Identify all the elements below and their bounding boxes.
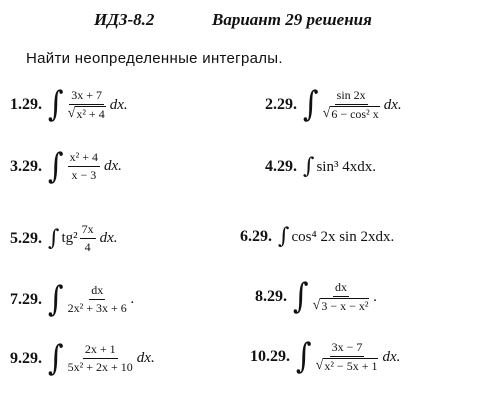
fraction bbox=[68, 88, 106, 122]
numerator: 2x + 1 bbox=[83, 342, 118, 359]
integrand: sin³ 4xdx. bbox=[316, 158, 376, 175]
integrand: cos⁴ 2x sin 2xdx. bbox=[291, 228, 395, 245]
problem-3 bbox=[10, 145, 122, 187]
problem-5 bbox=[10, 222, 118, 255]
differential: dx. bbox=[104, 158, 122, 174]
problem-4 bbox=[265, 156, 376, 178]
doc-title: ИДЗ-8.2 bbox=[94, 10, 155, 29]
fraction bbox=[68, 150, 100, 183]
problem-number: 4.29. bbox=[265, 158, 297, 175]
integral-sign: ∫ bbox=[48, 225, 60, 251]
numerator: dx bbox=[333, 280, 349, 297]
instruction-text: Найти неопределенные интегралы. bbox=[26, 50, 283, 67]
problem-6 bbox=[240, 226, 394, 248]
problem-number: 5.29. bbox=[10, 229, 42, 247]
numerator: sin 2x bbox=[335, 88, 368, 105]
denominator: √ x² + 4 bbox=[67, 106, 105, 121]
problem-number: 8.29. bbox=[255, 288, 287, 305]
problem-8 bbox=[255, 276, 378, 317]
problem-number: 6.29. bbox=[240, 228, 272, 245]
fraction bbox=[323, 88, 380, 122]
period: . bbox=[373, 288, 378, 305]
problem-1 bbox=[10, 84, 128, 125]
integral-sign: ∫ bbox=[296, 336, 312, 377]
fraction bbox=[316, 340, 379, 374]
problem-number: 2.29. bbox=[265, 96, 297, 113]
integral-sign: ∫ bbox=[48, 84, 64, 125]
denominator: 4 bbox=[84, 240, 91, 254]
differential: dx. bbox=[382, 348, 401, 365]
differential: dx. bbox=[99, 230, 118, 246]
denominator: √ x² − 5x + 1 bbox=[315, 358, 378, 373]
problem-number: 10.29. bbox=[250, 348, 290, 365]
fraction bbox=[68, 283, 127, 316]
differential: dx. bbox=[109, 96, 128, 113]
problem-10 bbox=[250, 336, 401, 377]
denominator: 5x² + 2x + 10 bbox=[67, 360, 133, 374]
fraction bbox=[313, 280, 370, 314]
denominator: x − 3 bbox=[71, 168, 97, 182]
denominator: √ 3 − x − x² bbox=[312, 298, 369, 313]
problem-number: 3.29. bbox=[10, 157, 42, 175]
differential: dx. bbox=[136, 350, 155, 366]
numerator: 3x − 7 bbox=[330, 340, 365, 357]
problem-number: 7.29. bbox=[10, 290, 42, 308]
fraction bbox=[68, 342, 133, 375]
problem-9 bbox=[10, 337, 155, 379]
numerator: 7x bbox=[80, 222, 96, 239]
fraction bbox=[80, 222, 96, 255]
numerator: 3x + 7 bbox=[69, 88, 104, 105]
differential: dx. bbox=[383, 96, 402, 113]
denominator: √ 6 − cos² x bbox=[322, 106, 379, 121]
problem-number: 1.29. bbox=[10, 96, 42, 113]
integral-sign: ∫ bbox=[278, 224, 290, 249]
integral-sign: ∫ bbox=[48, 278, 64, 320]
integral-sign: ∫ bbox=[303, 154, 315, 179]
integral-sign: ∫ bbox=[303, 84, 319, 125]
period: . bbox=[130, 291, 135, 307]
problem-7 bbox=[10, 278, 135, 320]
problem-number: 9.29. bbox=[10, 349, 42, 367]
header bbox=[0, 10, 477, 36]
integral-sign: ∫ bbox=[293, 276, 309, 317]
numerator: dx bbox=[89, 283, 105, 300]
tg-function: tg² bbox=[61, 230, 78, 246]
integral-sign: ∫ bbox=[48, 145, 64, 187]
numerator: x² + 4 bbox=[68, 150, 100, 167]
integral-sign: ∫ bbox=[48, 337, 64, 379]
denominator: 2x² + 3x + 6 bbox=[67, 301, 127, 315]
problem-2 bbox=[265, 84, 402, 125]
variant-title: Вариант 29 решения bbox=[212, 10, 372, 29]
